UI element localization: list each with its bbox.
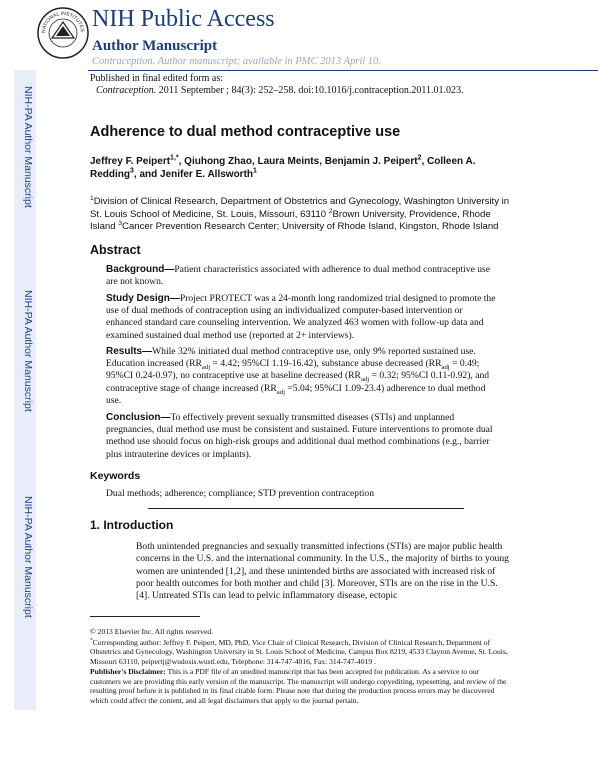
abstract-background bbox=[106, 264, 498, 288]
affiliations bbox=[90, 196, 510, 234]
results-text: = 0.32; 95%CI 0.11-0.92), and contraceptive stage of change increased (RR bbox=[106, 370, 490, 394]
adj-subscript: adj bbox=[276, 388, 285, 396]
seal-text: NATIONAL INSTITUTES bbox=[40, 10, 86, 34]
introduction-text: Both unintended pregnancies and sexually transmitted infections (STIs) are major public health concerns in the U.S. and the international community. In the U.S., the majority of births to young women are unintended [1,2], and these unintended births are associated with increased risk of poor health outcomes for both mother and child [3]. Moreover, STIs are on the rise in the U.S. [4]. Untreated STIs can lead to pelvic inflammatory disease, ectopic bbox=[136, 541, 509, 602]
availability-note: Contraception. Author manuscript; available in PMC 2013 April 10. bbox=[92, 56, 381, 67]
separator: , bbox=[421, 156, 428, 167]
author-name: Benjamin J. Peipert bbox=[324, 156, 418, 167]
introduction-heading: 1. Introduction bbox=[90, 518, 174, 532]
author-name: Qiuhong Zhao bbox=[184, 156, 252, 167]
author-name: Laura Meints bbox=[257, 156, 320, 167]
separator: , bbox=[319, 156, 325, 167]
affil-sup: 1 bbox=[90, 194, 94, 202]
article-title: Adherence to dual method contraceptive use bbox=[90, 124, 401, 140]
corresponding-text: Corresponding author: Jeffrey F. Peipert, MD, PhD, Vice Chair of Clinical Research, Division of Clinical Research, Department of Obstetrics and Gynecology, Washington University in St. Louis School of Medicine, Campus Box 8219, 4533 Clayton Avenue, St. Louis, Missouri 63110, peipertj@wudosis.wustl.edu, Telephone: 314-747-4016, Fax: 314-747-4019 . bbox=[90, 637, 508, 666]
side-label-bottom: NIH-PA Author Manuscript bbox=[22, 496, 34, 618]
adj-subscript: adj bbox=[441, 364, 450, 372]
footnote-divider bbox=[90, 616, 200, 617]
adj-subscript: adj bbox=[201, 364, 211, 372]
author-name: Colleen A. Redding bbox=[90, 156, 476, 180]
keywords-text: Dual methods; adherence; compliance; STD prevention contraception bbox=[106, 488, 374, 499]
author-sup: 2 bbox=[417, 154, 422, 162]
header-subtitle: Author Manuscript bbox=[92, 38, 218, 54]
background-text: Patient characteristics associated with adherence to dual method contraceptive use are not known. bbox=[106, 264, 491, 288]
side-label-top: NIH-PA Author Manuscript bbox=[22, 86, 34, 208]
affiliation-2: Brown University, Providence, Rhode Island bbox=[90, 208, 491, 232]
citation-details: 2011 September ; 84(3): 252–258. doi:10.1016/j.contraception.2011.01.023. bbox=[156, 85, 464, 96]
nih-seal-logo bbox=[36, 6, 90, 60]
keywords-heading: Keywords bbox=[90, 470, 141, 482]
abstract-heading: Abstract bbox=[90, 243, 141, 257]
publisher-disclaimer bbox=[90, 667, 510, 705]
published-in-line: Published in final edited form as: bbox=[90, 73, 224, 84]
side-label-middle: NIH-PA Author Manuscript bbox=[22, 290, 34, 412]
author-sup: 3 bbox=[130, 167, 134, 175]
separator: , bbox=[178, 156, 185, 167]
author-name: Jenifer E. Allsworth bbox=[160, 169, 254, 180]
abstract-conclusion bbox=[106, 412, 498, 461]
affiliation-3: Cancer Prevention Research Center; University of Rhode Island, Kingston, Rhode Island bbox=[122, 221, 499, 232]
affil-sup: 2 bbox=[328, 207, 333, 215]
affil-sup: 3 bbox=[118, 219, 123, 227]
header-divider bbox=[88, 70, 598, 71]
abstract-study-design bbox=[106, 293, 498, 342]
design-label: Study Design— bbox=[106, 293, 180, 304]
separator: , and bbox=[133, 169, 161, 180]
conclusion-text: To effectively prevent sexually transmitted diseases (STIs) and unplanned pregnancies, dual method use must be consistent and sustained. Future interventions to promote dual method use should focus on high-risk groups and additional dual method combinations (e.g., barrier plus intrauterine devices or implants). bbox=[106, 412, 493, 460]
journal-name: Contraception. bbox=[96, 85, 157, 96]
conclusion-label: Conclusion— bbox=[106, 412, 171, 423]
citation-line bbox=[90, 85, 464, 97]
adj-subscript: adj bbox=[360, 376, 370, 384]
disclaimer-text: This is a PDF file of an unedited manuscript that has been accepted for publication. As a service to our customers we are providing this early version of the manuscript. The manuscript will undergo copyediting, typesetting, and review of the resulting proof before it is published in its final citable form. Please note that during the production process errors may be discovered which could affect the content, and all legal disclaimers that apply to the journal pertain. bbox=[90, 667, 507, 705]
results-text: =5.04; 95%CI 1.09-23.4) adherence to dual method use. bbox=[106, 382, 486, 406]
results-text: = 0.49; 95%CI 0.24-0.97), no contraceptive use at baseline decreased (RR bbox=[106, 358, 480, 382]
publication-info bbox=[90, 73, 464, 97]
abstract-results bbox=[106, 346, 498, 407]
disclaimer-label: Publisher's Disclaimer: bbox=[90, 667, 166, 676]
section-divider bbox=[148, 508, 464, 509]
author-sup: 1 bbox=[253, 167, 257, 175]
footnote-mark: * bbox=[90, 636, 93, 643]
footnotes bbox=[90, 627, 510, 706]
author-name: Jeffrey F. Peipert bbox=[90, 156, 171, 167]
affiliation-1: Division of Clinical Research, Department of Obstetrics and Gynecology, Washington University in St. Louis School of Medicine, St. Louis, Missouri, 63110 bbox=[90, 196, 510, 220]
design-text: Project PROTECT was a 24-month long randomized trial designed to promote the use of dual methods of contraception using an individualized computer-based intervention or enhanced standard care counseling intervention. We analyzed 463 women with follow-up data and examined sustained dual method use (reported at 2+ interviews). bbox=[106, 293, 496, 341]
separator: , bbox=[251, 156, 258, 167]
results-text: = 4.42; 95%CI 1.19-16.42), substance abuse decreased (RR bbox=[210, 358, 442, 370]
author-sup: 1,* bbox=[170, 154, 179, 162]
results-label: Results— bbox=[106, 346, 153, 357]
header-title: NIH Public Access bbox=[92, 6, 275, 32]
copyright-note: © 2013 Elsevier Inc. All rights reserved. bbox=[90, 627, 214, 636]
corresponding-author-note bbox=[90, 638, 510, 667]
background-label: Background— bbox=[106, 264, 175, 275]
author-list bbox=[90, 155, 500, 181]
results-text: While 32% initiated dual method contraceptive use, only 9% reported sustained use. Education increased (RR bbox=[106, 346, 476, 370]
